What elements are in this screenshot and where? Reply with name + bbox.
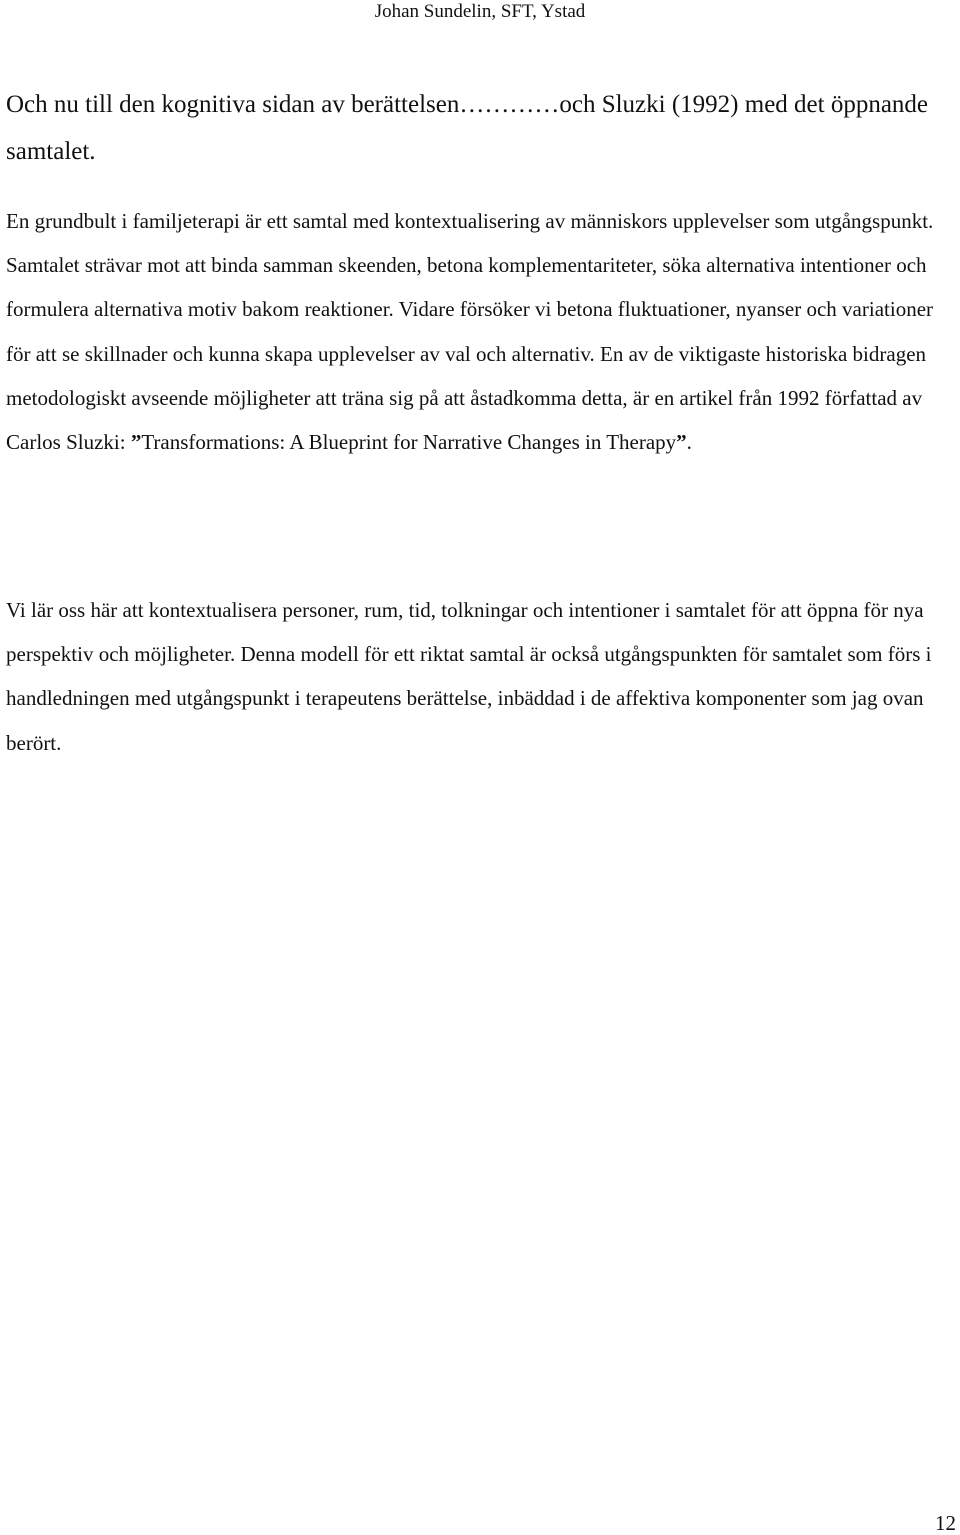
page-number: 12 xyxy=(935,1511,956,1535)
closing-quote-mark: ” xyxy=(676,430,687,455)
paragraph-2: Vi lär oss här att kontextualisera personer, rum, tid, tolkningar och intentioner i samtalet för att öppna för nya perspektiv och möjligheter. Denna modell för ett riktat samtal är också utgångspunkten för samtalet som förs i handledningen med utgångspunkt i terapeutens berättelse, inbäddad i de affektiva komponenter som jag ovan berört. xyxy=(6,598,932,755)
article-title: Transformations: A Blueprint for Narrative Changes in Therapy xyxy=(141,430,677,455)
paragraph-1-text: En grundbult i familjeterapi är ett samtal med kontextualisering av människors upplevelser som utgångspunkt. Samtalet strävar mot att binda samman skeenden, betona komplementariteter, söka alternativa intentioner och formulera alternativa motiv bakom reaktioner. Vidare försöker vi betona fluktuationer, nyanser och variationer för att se skillnader och kunna skapa upplevelser av val och alternativ. En av de viktigaste historiska bidragen metodologiskt avseende möjligheter att träna sig på att åstadkomma detta, är en artikel från 1992 författad av Carlos Sluzki: xyxy=(6,209,934,455)
paragraph-1 xyxy=(6,199,956,464)
page-header: Johan Sundelin, SFT, Ystad xyxy=(374,1,586,22)
section-heading: Och nu till den kognitiva sidan av berättelsen…………och Sluzki (1992) med det öppnande samtalet. xyxy=(6,91,929,165)
paragraph-1-end: . xyxy=(686,430,692,455)
opening-quote-mark: ” xyxy=(130,430,142,455)
